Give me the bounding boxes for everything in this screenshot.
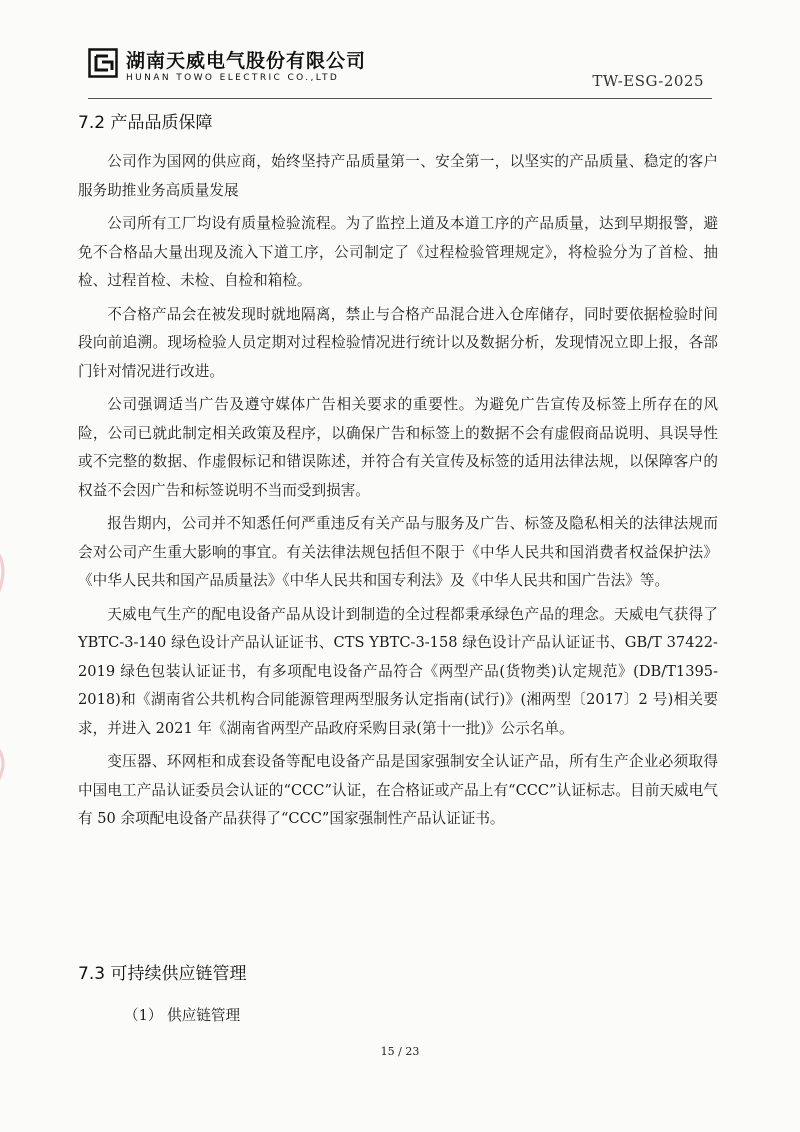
paragraph: 公司强调适当广告及遵守媒体广告相关要求的重要性。为避免广告宣传及标签上所存在的风险，公司已就此制定相关政策及程序，以确保广告和标签上的数据不会有虚假商品说明、具误导性或不完整的数据、作虚假标记和错误陈述，并符合有关宣传及标签的适用法律法规，以保障客户的权益不会因广告和标签说明不当而受到损害。 — [78, 396, 718, 499]
paragraph: 报告期内，公司并不知悉任何严重违反有关产品与服务及广告、标签及隐私相关的法律法规而会对公司产生重大影响的事宜。有关法律法规包括但不限于《中华人民共和国消费者权益保护法》《中华人民共和国产品质量法》《中华人民共和国专利法》及《中华人民共和国广告法》等。 — [78, 515, 718, 589]
document-code: TW-ESG-2025 — [592, 72, 704, 90]
seal-stamp-mark — [0, 420, 40, 800]
section-title: 产品品质保障 — [110, 113, 213, 133]
section-heading-7-3 — [78, 959, 246, 984]
company-logo-icon — [88, 48, 118, 78]
header-divider — [88, 98, 712, 99]
section-number: 7.2 — [78, 113, 106, 133]
paragraph: 变压器、环网柜和成套设备等配电设备产品是国家强制安全认证产品，所有生产企业必须取得中国电工产品认证委员会认证的“CCC”认证，在合格证或产品上有“CCC”认证标志。目前天威电气有 50 余项配电设备产品获得了“CCC”国家强制性产品认证证书。 — [78, 753, 718, 827]
section-title: 可持续供应链管理 — [110, 964, 247, 984]
section-heading-7-2 — [78, 108, 212, 133]
paragraph: 公司所有工厂均设有质量检验流程。为了监控上道及本道工序的产品质量，达到早期报警，避免不合格品大量出现及流入下道工序，公司制定了《过程检验管理规定》，将检验分为了首检、抽检、过程首检、未检、自检和箱检。 — [78, 215, 718, 289]
section-number: 7.3 — [78, 964, 106, 984]
paragraph: 公司作为国网的供应商，始终坚持产品质量第一、安全第一，以坚实的产品质量、稳定的客户服务助推业务高质量发展 — [78, 153, 718, 199]
paragraph: 天威电气生产的配电设备产品从设计到制造的全过程都秉承绿色产品的理念。天威电气获得了 YBTC-3-140 绿色设计产品认证证书、CTS YBTC-3-158 绿色设计产品认证证书、GB/T 37422-2019 绿色包装认证证书，有多项配电设备产品符合《两型产品(货物类)认定规范》(DB/T1395-2018)和《湖南省公共机构合同能源管理两型服务认定指南(试行)》(湘两型〔2017〕2 号)相关要求，并进入 2021 年《湖南省两型产品政府采购目录(第十一批)》公示名单。 — [78, 605, 718, 737]
section-body — [78, 148, 718, 839]
paragraph: 不合格产品会在被发现时就地隔离，禁止与合格产品混合进入仓库储存，同时要依据检验时间段向前追溯。现场检验人员定期对过程检验情况进行统计以及数据分析，发现情况立即上报，各部门针对情况进行改进。 — [78, 305, 718, 380]
sub-item-heading: （1） 供应链管理 — [124, 1007, 241, 1024]
company-name-cn: 湖南天威电气股份有限公司 — [126, 50, 367, 72]
page-number: 15 / 23 — [380, 1045, 420, 1058]
company-name-en: HUNAN TOWO ELECTRIC CO.,LTD — [126, 73, 340, 83]
page-header — [88, 44, 712, 100]
